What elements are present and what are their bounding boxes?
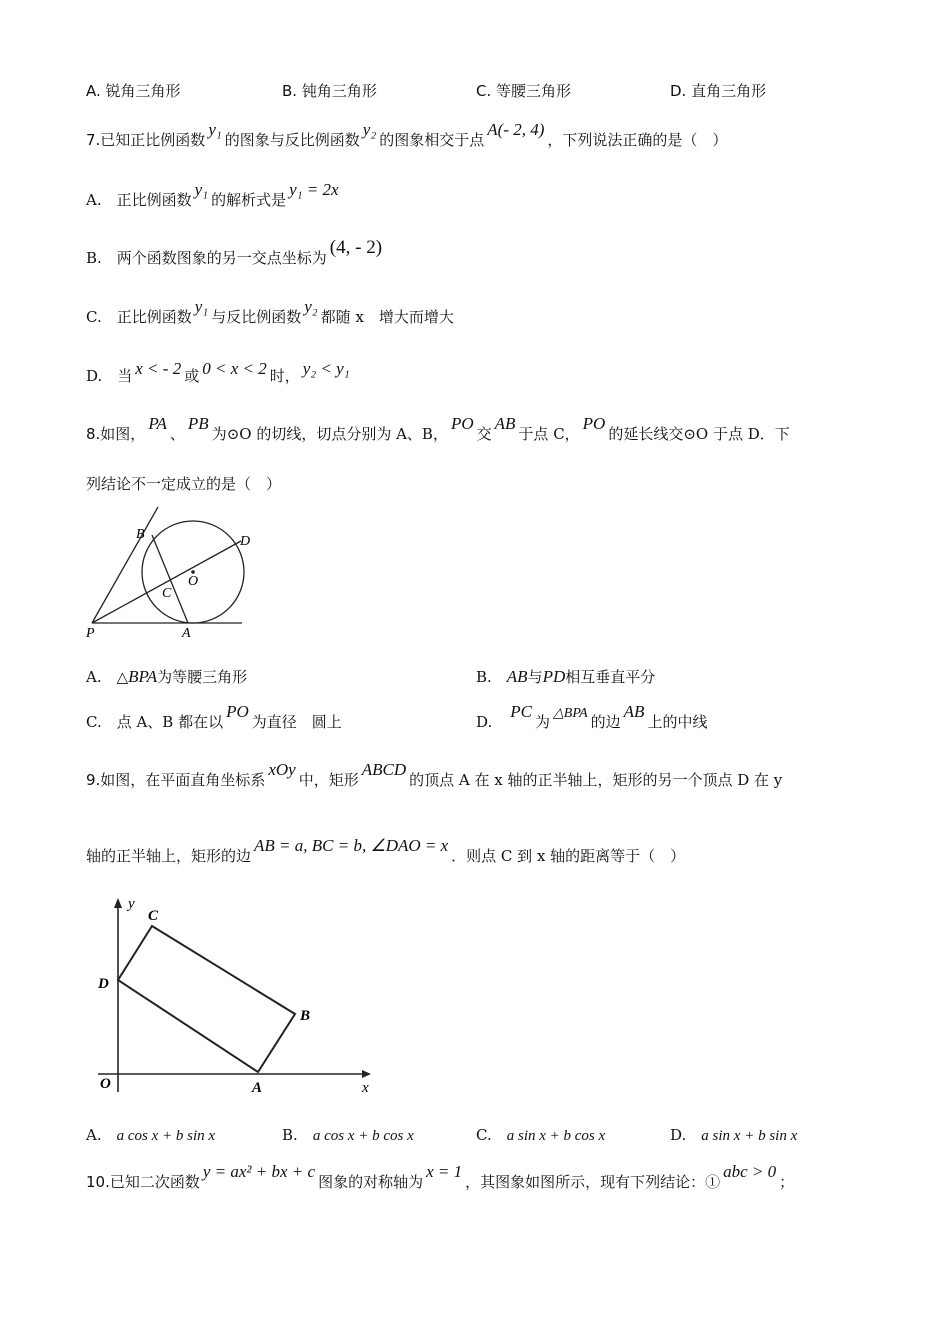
q9-option-a: A. a cos x + b sin x — [86, 1126, 216, 1144]
q7-option-a: A. 正比例函数y₁的解析式是y₁ = 2x — [86, 180, 339, 209]
q8-option-b: B. AB与PD相互垂直平分 — [476, 667, 656, 686]
label-a: A — [252, 1080, 263, 1096]
x-axis-arrow — [362, 1070, 371, 1078]
q10-stem: 10.已知二次函数y = ax² + bx + c图象的对称轴为x = 1，其图象如图所示，现有下列结论：①abc > 0； — [86, 1162, 795, 1191]
label-x: x — [362, 1080, 369, 1096]
label-d: D — [98, 976, 109, 992]
q8-stem-line2: 列结论不一定成立的是（ ） — [86, 475, 282, 493]
q8-option-a: A. △BPA为等腰三角形 — [86, 667, 248, 686]
q6-option-a: A. 锐角三角形 — [86, 82, 181, 100]
q7-option-c: C. 正比例函数y₁与反比例函数y₂都随 x 增大而增大 — [86, 297, 454, 326]
label-b: B — [300, 1008, 311, 1024]
q9-coordinate-figure — [90, 890, 385, 1100]
q6-option-b: B. 钝角三角形 — [282, 82, 377, 100]
rectangle-abcd — [118, 926, 295, 1072]
q8-stem: 8.如图，PA、PB为⊙O 的切线，切点分别为 A、B，PO交AB于点 C，PO的延长线交⊙O 于点 D．下 — [86, 414, 790, 443]
q9-stem: 9.如图，在平面直角坐标系xOy中，矩形ABCD的顶点 A 在 x 轴的正半轴上，矩形的另一个顶点 D 在 y — [86, 760, 783, 789]
q7-stem: 7.已知正比例函数y₁的图象与反比例函数y₂的图象相交于点A(- 2, 4)，下列说法正确的是（ ） — [86, 120, 728, 149]
q7-option-b: B. 两个函数图象的另一交点坐标为 (4, - 2) — [86, 237, 383, 267]
tangent-line-pb — [92, 507, 158, 623]
label-a: A — [182, 626, 191, 641]
q8-option-c: C. 点 A、B 都在以PO为直径 圆上 — [86, 702, 342, 731]
q8-option-d: D. PC为 △BPA 的边AB上的中线 — [476, 702, 708, 731]
q9-stem-line2: 轴的正半轴上，矩形的边AB = a, BC = b, ∠DAO = x．则点 C 到 x 轴的距离等于（ ） — [86, 836, 686, 865]
label-b: B — [136, 527, 145, 542]
q9-option-d: D. a sin x + b sin x — [670, 1126, 798, 1144]
label-p: P — [86, 626, 95, 641]
label-o: O — [100, 1076, 111, 1092]
q7-option-d: D. 当 x < - 2 或 0 < x < 2 时， y₂ < y₁ — [86, 359, 350, 385]
label-c: C — [148, 908, 159, 924]
q9-option-c: C. a sin x + b cos x — [476, 1126, 606, 1144]
line-pd — [92, 541, 241, 623]
y-axis-arrow — [114, 898, 122, 908]
label-o: O — [188, 574, 199, 589]
label-c: C — [162, 586, 172, 601]
q8-circle-figure — [80, 505, 255, 645]
q6-option-c: C. 等腰三角形 — [476, 82, 572, 100]
q9-option-b: B. a cos x + b cos x — [282, 1126, 414, 1144]
chord-ab — [152, 535, 188, 623]
q6-option-d: D. 直角三角形 — [670, 82, 767, 100]
label-d: D — [240, 534, 251, 549]
label-y: y — [128, 896, 135, 912]
